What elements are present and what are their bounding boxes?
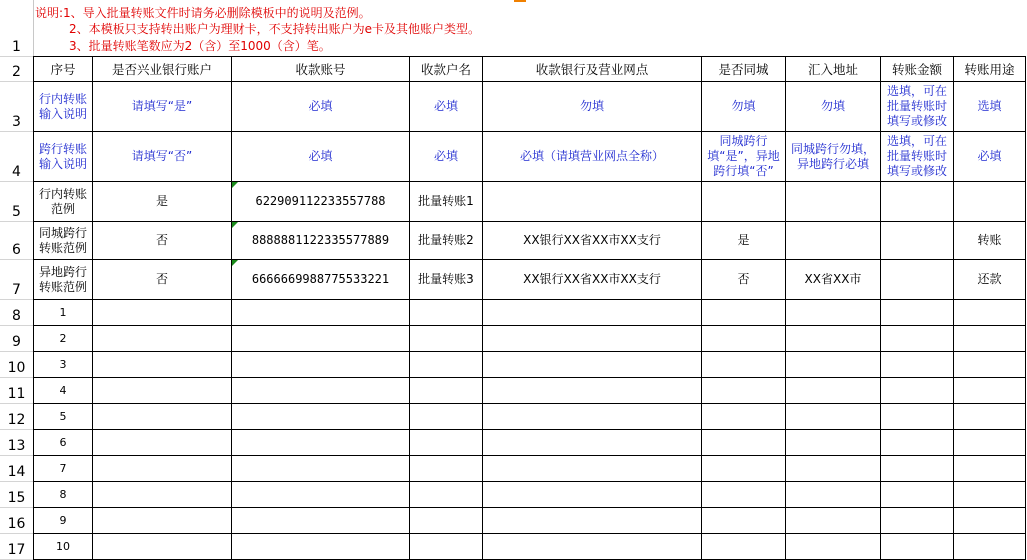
example-row xyxy=(34,222,1026,260)
empty-cell[interactable] xyxy=(410,378,483,404)
row-index-cell-text: 3 xyxy=(59,358,67,371)
empty-cell[interactable] xyxy=(954,456,1026,482)
empty-cell[interactable] xyxy=(483,534,702,560)
empty-cell[interactable] xyxy=(93,430,232,456)
row-index-cell-text: 8 xyxy=(59,488,67,501)
row-number[interactable]: 3 xyxy=(0,82,33,132)
row-index-cell-text: 7 xyxy=(59,462,67,475)
example-cell-text: 还款 xyxy=(977,272,1002,286)
instruction-cell[interactable] xyxy=(93,82,232,132)
column-header[interactable] xyxy=(410,57,483,82)
example-cell[interactable] xyxy=(410,222,483,260)
column-header[interactable] xyxy=(93,57,232,82)
column-header-text: 收款账号 xyxy=(295,61,346,77)
column-header[interactable] xyxy=(232,57,410,82)
instruction-cell-text: 必填（请填营业网点全称） xyxy=(519,149,664,163)
example-cell[interactable] xyxy=(954,260,1026,300)
instructions-note-cell[interactable] xyxy=(34,0,1026,57)
instruction-cell-text: 选填，可在批量转账时填写或修改 xyxy=(886,84,947,128)
instruction-cell-text: 同城跨行填“是”，异地跨行填“否” xyxy=(707,134,780,178)
example-cell[interactable] xyxy=(954,182,1026,222)
empty-cell[interactable] xyxy=(702,326,786,352)
empty-cell[interactable] xyxy=(93,378,232,404)
empty-cell[interactable] xyxy=(954,534,1026,560)
number-as-text-indicator xyxy=(232,182,238,188)
example-cell[interactable] xyxy=(483,182,702,222)
instruction-cell[interactable] xyxy=(232,82,410,132)
instruction-cell-text: 选填 xyxy=(977,99,1002,113)
empty-cell[interactable] xyxy=(786,430,881,456)
empty-cell[interactable] xyxy=(232,430,410,456)
empty-cell[interactable] xyxy=(954,430,1026,456)
instruction-cell[interactable] xyxy=(410,132,483,182)
empty-cell[interactable] xyxy=(410,300,483,326)
example-row xyxy=(34,260,1026,300)
example-cell-text: 否 xyxy=(155,272,168,286)
column-header[interactable] xyxy=(34,57,93,82)
row-number[interactable]: 4 xyxy=(0,132,33,182)
column-header[interactable] xyxy=(881,57,954,82)
example-label-cell[interactable] xyxy=(34,260,93,300)
empty-cell[interactable] xyxy=(410,430,483,456)
number-as-text-indicator xyxy=(232,222,238,228)
row-index-cell[interactable] xyxy=(34,404,93,430)
example-cell[interactable] xyxy=(786,182,881,222)
example-cell[interactable] xyxy=(93,222,232,260)
row-index-cell[interactable] xyxy=(34,326,93,352)
row-header-column xyxy=(0,0,34,559)
column-header[interactable] xyxy=(483,57,702,82)
empty-cell[interactable] xyxy=(232,508,410,534)
example-cell-text: 8888881122335577889 xyxy=(251,233,390,247)
row-number[interactable]: 2 xyxy=(0,57,33,82)
example-cell-text: 是 xyxy=(737,233,750,247)
instruction-label-cell-text: 行内转账输入说明 xyxy=(38,91,87,121)
row-index-cell-text: 1 xyxy=(59,306,67,319)
example-cell[interactable] xyxy=(881,260,954,300)
example-label-cell-text: 同城跨行转账范例 xyxy=(38,225,87,255)
example-cell[interactable] xyxy=(410,260,483,300)
empty-cell[interactable] xyxy=(881,326,954,352)
empty-cell[interactable] xyxy=(93,534,232,560)
column-header-text: 是否兴业银行账户 xyxy=(111,61,212,77)
empty-cell[interactable] xyxy=(954,378,1026,404)
empty-cell[interactable] xyxy=(702,300,786,326)
example-cell[interactable] xyxy=(410,182,483,222)
note-line-3: 3、批量转账笔数应为2（含）至1000（含）笔。 xyxy=(69,39,331,53)
instruction-label-cell-text: 跨行转账输入说明 xyxy=(38,141,87,171)
instruction-label-cell[interactable] xyxy=(34,82,93,132)
data-row xyxy=(34,508,1026,534)
empty-cell[interactable] xyxy=(93,482,232,508)
data-row xyxy=(34,482,1026,508)
column-header[interactable] xyxy=(786,57,881,82)
empty-cell[interactable] xyxy=(410,456,483,482)
row-number[interactable]: 10 xyxy=(0,352,33,378)
example-label-cell[interactable] xyxy=(34,182,93,222)
example-cell-text: XX银行XX省XX市XX支行 xyxy=(523,233,661,247)
example-cell-text: 批量转账3 xyxy=(418,272,474,286)
row-number[interactable]: 11 xyxy=(0,378,33,404)
instruction-cell[interactable] xyxy=(954,132,1026,182)
instruction-cell[interactable] xyxy=(232,132,410,182)
empty-cell[interactable] xyxy=(483,300,702,326)
empty-cell[interactable] xyxy=(702,456,786,482)
instruction-cell-text: 请填写“是” xyxy=(131,99,193,113)
data-row xyxy=(34,404,1026,430)
row-index-cell[interactable] xyxy=(34,378,93,404)
row-index-cell-text: 2 xyxy=(59,332,67,345)
example-cell-text: 否 xyxy=(155,233,168,247)
instruction-cell[interactable] xyxy=(702,132,786,182)
example-cell[interactable] xyxy=(881,222,954,260)
empty-cell[interactable] xyxy=(786,352,881,378)
empty-cell[interactable] xyxy=(483,456,702,482)
header-row xyxy=(34,57,1026,82)
example-cell[interactable] xyxy=(702,222,786,260)
instruction-cell-text: 选填，可在批量转账时填写或修改 xyxy=(886,134,947,178)
example-cell-text: 否 xyxy=(737,272,750,286)
example-cell[interactable] xyxy=(483,260,702,300)
empty-cell[interactable] xyxy=(954,482,1026,508)
example-cell[interactable] xyxy=(881,182,954,222)
example-row xyxy=(34,182,1026,222)
empty-cell[interactable] xyxy=(786,456,881,482)
example-label-cell[interactable] xyxy=(34,222,93,260)
column-header[interactable] xyxy=(954,57,1026,82)
empty-cell[interactable] xyxy=(93,326,232,352)
empty-cell[interactable] xyxy=(93,508,232,534)
row-index-cell-text: 9 xyxy=(59,514,67,527)
example-cell[interactable] xyxy=(93,182,232,222)
instruction-cell-text: 勿填 xyxy=(731,99,756,113)
empty-cell[interactable] xyxy=(702,404,786,430)
empty-cell[interactable] xyxy=(232,456,410,482)
empty-cell[interactable] xyxy=(410,404,483,430)
number-as-text-indicator xyxy=(232,260,238,266)
data-row xyxy=(34,430,1026,456)
instruction-cell[interactable] xyxy=(881,82,954,132)
empty-cell[interactable] xyxy=(881,508,954,534)
instruction-cell-text: 必填 xyxy=(977,149,1002,163)
data-row xyxy=(34,534,1026,560)
instruction-cell[interactable] xyxy=(786,82,881,132)
example-cell[interactable] xyxy=(702,260,786,300)
empty-cell[interactable] xyxy=(881,482,954,508)
example-cell-text: 批量转账2 xyxy=(418,233,474,247)
empty-cell[interactable] xyxy=(702,482,786,508)
empty-cell[interactable] xyxy=(786,326,881,352)
column-header-text: 序号 xyxy=(50,61,76,77)
data-row xyxy=(34,456,1026,482)
empty-cell[interactable] xyxy=(410,352,483,378)
example-cell[interactable] xyxy=(702,182,786,222)
row-index-cell-text: 4 xyxy=(59,384,67,397)
data-row xyxy=(34,378,1026,404)
empty-cell[interactable] xyxy=(881,404,954,430)
empty-cell[interactable] xyxy=(702,352,786,378)
empty-cell[interactable] xyxy=(483,378,702,404)
instruction-cell[interactable] xyxy=(483,132,702,182)
row-index-cell[interactable] xyxy=(34,456,93,482)
data-row xyxy=(34,300,1026,326)
empty-cell[interactable] xyxy=(93,352,232,378)
instruction-cell-text: 请填写“否” xyxy=(131,149,193,163)
instruction-cell[interactable] xyxy=(954,82,1026,132)
row-index-cell[interactable] xyxy=(34,352,93,378)
example-cell[interactable] xyxy=(786,260,881,300)
example-cell[interactable] xyxy=(483,222,702,260)
column-header[interactable] xyxy=(702,57,786,82)
cell-marker xyxy=(514,0,526,2)
empty-cell[interactable] xyxy=(954,352,1026,378)
column-header-text: 是否同城 xyxy=(718,61,769,77)
instruction-label-cell[interactable] xyxy=(34,132,93,182)
row-number[interactable]: 16 xyxy=(0,508,33,534)
empty-cell[interactable] xyxy=(786,508,881,534)
row-number[interactable]: 14 xyxy=(0,456,33,482)
empty-cell[interactable] xyxy=(786,482,881,508)
instruction-cell[interactable] xyxy=(881,132,954,182)
empty-cell[interactable] xyxy=(232,326,410,352)
empty-cell[interactable] xyxy=(93,300,232,326)
instruction-cell-text: 勿填 xyxy=(579,99,604,113)
empty-cell[interactable] xyxy=(786,378,881,404)
column-header-text: 转账金额 xyxy=(891,61,942,77)
empty-cell[interactable] xyxy=(232,352,410,378)
instruction-cell[interactable] xyxy=(786,132,881,182)
row-number[interactable]: 5 xyxy=(0,182,33,222)
empty-cell[interactable] xyxy=(410,482,483,508)
instruction-cell-text: 必填 xyxy=(433,149,458,163)
empty-cell[interactable] xyxy=(483,352,702,378)
empty-cell[interactable] xyxy=(702,430,786,456)
empty-cell[interactable] xyxy=(881,352,954,378)
instruction-cell[interactable] xyxy=(702,82,786,132)
empty-cell[interactable] xyxy=(93,456,232,482)
instruction-cell-text: 勿填 xyxy=(820,99,845,113)
column-header-text: 转账用途 xyxy=(964,61,1015,77)
example-cell-text: 转账 xyxy=(977,233,1002,247)
note-line-2: 2、本模板只支持转出账户为理财卡，不支持转出账户为e卡及其他账户类型。 xyxy=(69,22,481,36)
instruction-cell-text: 必填 xyxy=(433,99,458,113)
empty-cell[interactable] xyxy=(881,378,954,404)
instruction-cell[interactable] xyxy=(93,132,232,182)
example-cell[interactable] xyxy=(786,222,881,260)
row-index-cell[interactable] xyxy=(34,482,93,508)
example-label-cell-text: 行内转账范例 xyxy=(38,186,87,216)
empty-cell[interactable] xyxy=(786,404,881,430)
empty-cell[interactable] xyxy=(93,404,232,430)
column-header-text: 汇入地址 xyxy=(807,61,858,77)
example-cell-text: XX省XX市 xyxy=(804,272,862,286)
row-index-cell[interactable] xyxy=(34,300,93,326)
row-index-cell[interactable] xyxy=(34,508,93,534)
row-index-cell-text: 5 xyxy=(59,410,67,423)
empty-cell[interactable] xyxy=(954,508,1026,534)
example-cell-text: XX银行XX省XX市XX支行 xyxy=(523,272,661,286)
empty-cell[interactable] xyxy=(786,534,881,560)
empty-cell[interactable] xyxy=(881,456,954,482)
example-cell-text: 622909112233557788 xyxy=(255,194,386,208)
instruction-cell-text: 同城跨行勿填，异地跨行必填 xyxy=(790,141,875,171)
column-header-text: 收款银行及营业网点 xyxy=(535,61,649,77)
row-number[interactable]: 7 xyxy=(0,260,33,300)
empty-cell[interactable] xyxy=(881,430,954,456)
column-header-text: 收款户名 xyxy=(420,61,471,77)
instruction-row xyxy=(34,82,1026,132)
row-number[interactable]: 17 xyxy=(0,534,33,560)
row-index-cell[interactable] xyxy=(34,430,93,456)
example-cell-text: 6666669988775533221 xyxy=(251,272,390,286)
row-index-cell[interactable] xyxy=(34,534,93,560)
row-index-cell-text: 6 xyxy=(59,436,67,449)
empty-cell[interactable] xyxy=(410,326,483,352)
empty-cell[interactable] xyxy=(702,508,786,534)
example-cell[interactable] xyxy=(93,260,232,300)
row-number[interactable]: 13 xyxy=(0,430,33,456)
empty-cell[interactable] xyxy=(881,534,954,560)
example-cell[interactable] xyxy=(232,182,410,222)
empty-cell[interactable] xyxy=(702,534,786,560)
empty-cell[interactable] xyxy=(483,482,702,508)
empty-cell[interactable] xyxy=(702,378,786,404)
note-line-1: 说明:1、导入批量转账文件时请务必删除模板中的说明及范例。 xyxy=(35,6,371,20)
empty-cell[interactable] xyxy=(232,534,410,560)
empty-cell[interactable] xyxy=(483,508,702,534)
empty-cell[interactable] xyxy=(232,482,410,508)
empty-cell[interactable] xyxy=(410,534,483,560)
example-cell-text: 是 xyxy=(155,194,168,208)
example-cell[interactable] xyxy=(232,222,410,260)
instruction-cell[interactable] xyxy=(483,82,702,132)
empty-cell[interactable] xyxy=(483,430,702,456)
transfer-template-table xyxy=(33,56,1026,560)
empty-cell[interactable] xyxy=(410,508,483,534)
example-label-cell-text: 异地跨行转账范例 xyxy=(38,264,87,294)
example-cell-text: 批量转账1 xyxy=(418,194,474,208)
empty-cell[interactable] xyxy=(954,326,1026,352)
row-index-cell-text: 10 xyxy=(56,540,70,553)
row-number[interactable]: 6 xyxy=(0,222,33,260)
row-number[interactable]: 1 xyxy=(0,0,33,57)
row-number[interactable]: 9 xyxy=(0,326,33,352)
data-row xyxy=(34,326,1026,352)
row-number[interactable]: 15 xyxy=(0,482,33,508)
instruction-cell-text: 必填 xyxy=(308,149,333,163)
empty-cell[interactable] xyxy=(232,404,410,430)
empty-cell[interactable] xyxy=(483,326,702,352)
empty-cell[interactable] xyxy=(786,300,881,326)
example-cell[interactable] xyxy=(232,260,410,300)
instruction-row xyxy=(34,132,1026,182)
row-number[interactable]: 8 xyxy=(0,300,33,326)
example-cell[interactable] xyxy=(954,222,1026,260)
empty-cell[interactable] xyxy=(954,300,1026,326)
empty-cell[interactable] xyxy=(954,404,1026,430)
data-row xyxy=(34,352,1026,378)
instruction-cell[interactable] xyxy=(410,82,483,132)
empty-cell[interactable] xyxy=(483,404,702,430)
row-number[interactable]: 12 xyxy=(0,404,33,430)
empty-cell[interactable] xyxy=(881,300,954,326)
empty-cell[interactable] xyxy=(232,300,410,326)
instruction-cell-text: 必填 xyxy=(308,99,333,113)
empty-cell[interactable] xyxy=(232,378,410,404)
